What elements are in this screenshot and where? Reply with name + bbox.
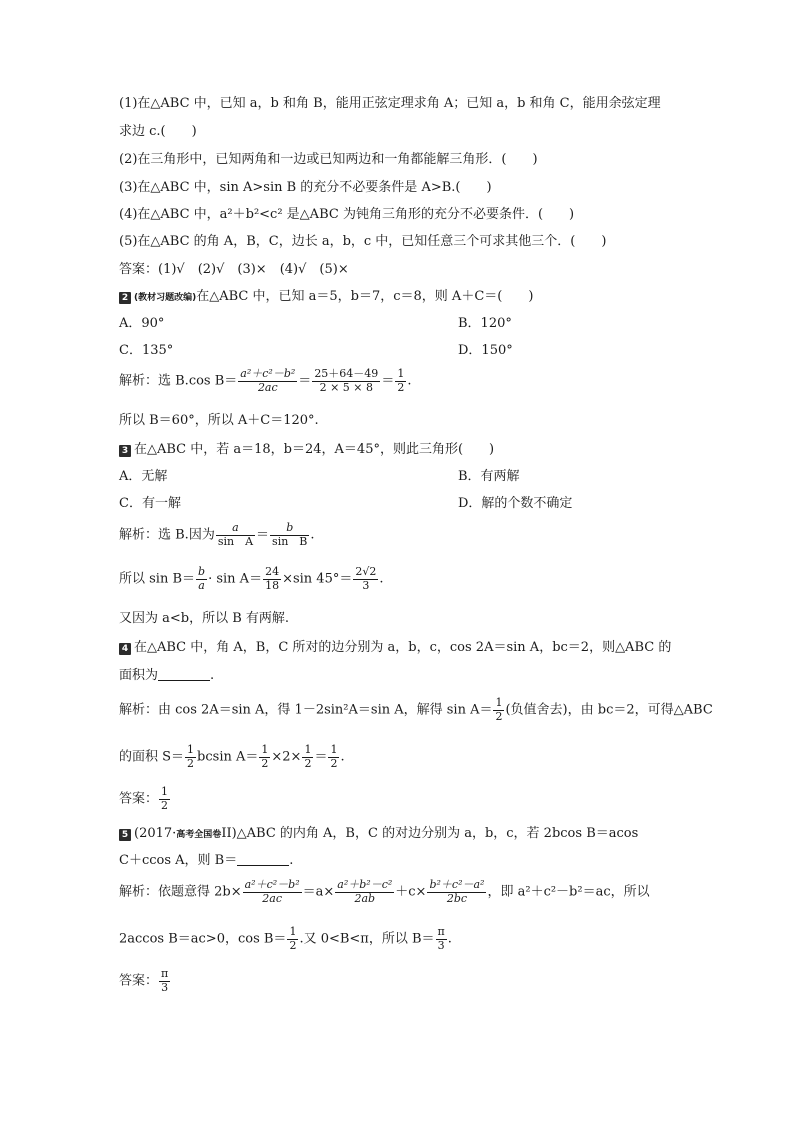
fraction: $\frac{24}{18}$: [265, 565, 280, 592]
fraction: $\frac{\text{a²＋b²－c²}}{2ab}$: [337, 878, 393, 905]
fraction: $\frac{1}{2}$: [495, 696, 503, 723]
problem-2-tag: (教材习题改编): [134, 293, 197, 303]
q1-line1: (1)在△ABC 中，已知 a，b 和角 B，能用正弦定理求角 A；已知 a，b 和角 C，能用余弦定理: [119, 96, 661, 111]
problem-5-stem-line2: C＋ccos A，则 B＝ .: [119, 853, 294, 868]
p5-solution-line2: 2accos B＝ac>0，cos B＝ $\frac{1}{2}$ .又 0<B<π，所以 B＝ $\frac{\pi}{3}$ .: [119, 925, 452, 952]
fraction: $\frac{1}{2}$: [261, 743, 269, 770]
p2-option-c: C．135°: [119, 343, 174, 358]
q1-line2: 求边 c.( ): [119, 124, 197, 139]
fraction: $\frac{25+64-49}{2 \times 5 \times 8}$: [314, 367, 379, 394]
p2-solution-line2: 所以 B＝60°，所以 A＋C＝120°.: [119, 413, 319, 428]
fraction: $\frac{1}{2}$: [304, 743, 312, 770]
fraction: $\frac{2√2}{3}$: [355, 565, 377, 592]
fraction: $\frac{\pi}{3}$: [161, 967, 169, 994]
fraction: $\frac{\text{a²＋c²－b²}}{2ac}$: [244, 878, 300, 905]
q5-line: (5)在△ABC 的角 A，B，C，边长 a，b，c 中，已知任意三个可求其他三个．( ): [119, 234, 607, 249]
p2-option-a: A．90°: [119, 316, 165, 331]
p3-option-d: D．解的个数不确定: [458, 496, 573, 511]
p3-solution-line1: 解析：选 B.因为 $\frac{a}{\text{sin A}}$ ＝ $\frac{b}{\text{sin B}}$ .: [119, 521, 315, 548]
problem-2-stem: 2 (教材习题改编)在△ABC 中，已知 a＝5，b＝7，c＝8，则 A＋C＝( ): [119, 289, 533, 305]
p3-solution-line3: 又因为 a<b，所以 B 有两解.: [119, 611, 290, 626]
fraction: $\frac{1}{2}$: [289, 925, 297, 952]
problem-3-badge: 3: [119, 445, 131, 457]
problem-2-badge: 2: [119, 292, 131, 304]
p2-option-d: D．150°: [458, 343, 513, 358]
fraction: $\frac{\text{a²＋c²－b²}}{2ac}$: [240, 367, 296, 394]
p2-option-b: B．120°: [458, 316, 512, 331]
problem-4-badge: 4: [119, 643, 131, 655]
fraction: $\frac{b}{\text{sin B}}$: [272, 521, 308, 548]
q2-line: (2)在三角形中，已知两角和一边或已知两边和一角都能解三角形．( ): [119, 152, 538, 167]
q4-line: (4)在△ABC 中，a²＋b²<c² 是△ABC 为钝角三角形的充分不必要条件．( ): [119, 207, 575, 222]
p4-solution-line2: 的面积 S＝ $\frac{1}{2}$ bcsin A＝ $\frac{1}{2}$ ×2× $\frac{1}{2}$ ＝ $\frac{1}{2}$ .: [119, 743, 345, 770]
fraction: $\frac{\text{b²＋c²－a²}}{2bc}$: [429, 878, 485, 905]
p4-answer: 答案： $\frac{1}{2}$: [119, 785, 169, 812]
fraction: $\frac{1}{2}$: [187, 743, 195, 770]
problem-4-stem-line2: 面积为 .: [119, 668, 215, 683]
problem-3-stem: 3 在△ABC 中，若 a＝18，b＝24，A＝45°，则此三角形( ): [119, 442, 494, 458]
fraction: $\frac{a}{\text{sin A}}$: [217, 521, 254, 548]
problem-5-stem-line1: 5 (2017·高考全国卷II)△ABC 的内角 A，B，C 的对边分别为 a，b，c，若 2bcos B＝acos: [119, 826, 638, 842]
p5-answer: 答案： $\frac{\pi}{3}$: [119, 967, 169, 994]
fraction: $\frac{1}{2}$: [161, 785, 169, 812]
fraction: $\frac{1}{2}$: [330, 743, 338, 770]
p2-solution-line1: 解析：选 B.cos B＝ $\frac{\text{a²＋c²－b²}}{2ac}$ ＝ $\frac{25+64-49}{2 \times 5 \times 8}$ ＝ $\frac{1}{2}$ .: [119, 367, 412, 394]
p4-solution-line1: 解析：由 cos 2A＝sin A，得 1－2sin²A＝sin A，解得 sin A＝ $\frac{1}{2}$ (负值舍去)，由 bc＝2，可得△ABC: [119, 696, 713, 723]
fraction: $\frac{b}{a}$: [198, 565, 206, 592]
problem-5-badge: 5: [119, 829, 131, 841]
p3-option-a: A．无解: [119, 469, 168, 484]
p3-solution-line2: 所以 sin B＝ $\frac{b}{a}$ · sin A＝ $\frac{24}{18}$ ×sin 45°＝ $\frac{2√2}{3}$ .: [119, 565, 384, 592]
answer-blank: [158, 668, 210, 681]
answer-blank: [237, 853, 289, 866]
p3-option-c: C．有一解: [119, 496, 181, 511]
fraction: $\frac{\pi}{3}$: [437, 925, 445, 952]
problem-5-source: 高考全国卷: [176, 830, 222, 840]
fraction: $\frac{1}{2}$: [397, 367, 405, 394]
answer-line-1: 答案：(1)√ (2)√ (3)× (4)√ (5)×: [119, 262, 349, 277]
problem-4-stem-line1: 4 在△ABC 中，角 A，B，C 所对的边分别为 a，b，c，cos 2A＝sin A，bc＝2，则△ABC 的: [119, 640, 671, 656]
p3-option-b: B．有两解: [458, 469, 520, 484]
p5-solution-line1: 解析：依题意得 2b× $\frac{\text{a²＋c²－b²}}{2ac}$ ＝a× $\frac{\text{a²＋b²－c²}}{2ab}$ ＋c× $\frac{\text{b²＋c²－a²}}{2bc}$ ，即 a²＋c²－b²＝ac，所以: [119, 878, 650, 905]
q3-line: (3)在△ABC 中，sin A>sin B 的充分不必要条件是 A>B.( ): [119, 180, 492, 195]
